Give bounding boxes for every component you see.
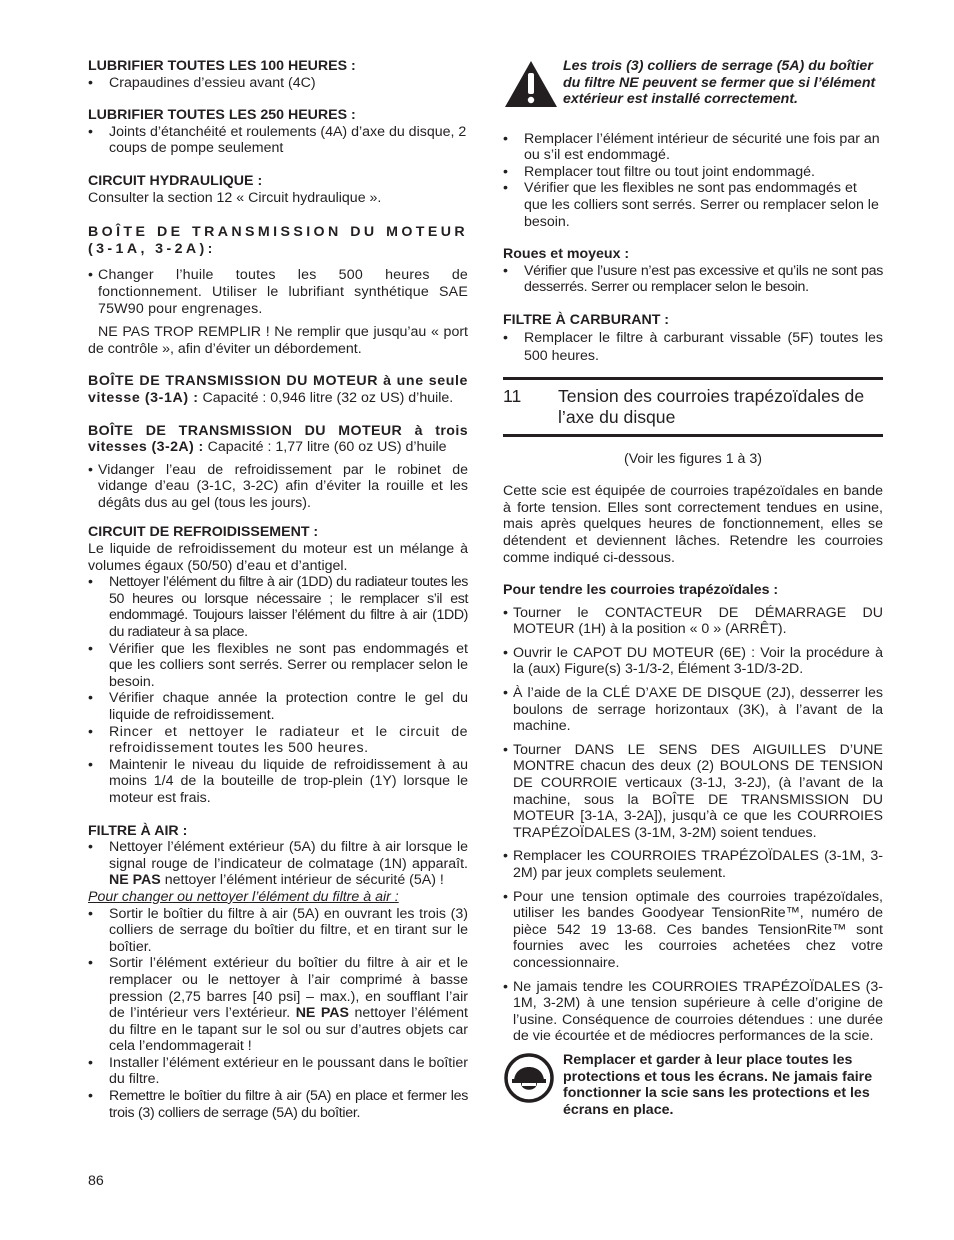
gearbox-three-capacity: Capacité : 1,77 litre (60 oz US) d’huile <box>203 439 447 456</box>
list-item: • Sortir le boîtier du filtre à air (5A) en ouvrant les trois (3) colliers de serrage du boîtier du filtre, et en tirant sur le boîtier. <box>88 906 468 956</box>
list-item: • Tourner DANS LE SENS DES AIGUILLES D’UNE MONTRE chacun des deux (2) BOULONS DE TENSION DE COURROIE verticaux (3-1J, 3-2J), (à l’avant de la machine, sous la BOÎTE DE TRANSMISSION DU MOTEUR [3-1A, 3-2A]), jusqu’à ce que les COURROIES TRAPÉZOÏDALES (3-1M, 3-2M) soient tendues. <box>503 742 883 842</box>
section-intro: Cette scie est équipée de courroies trapézoïdales en bande à forte tension. Elles sont correctement tendues en usine, mais après quelques heures de fonctionnement, elles se détendent et deviennent lâches. Retendre les courroies comme indiqué ci-dessous. <box>503 483 883 566</box>
list-item: • Vérifier que les flexibles ne sont pas endommagés et que les colliers sont serrés. Serrer ou remplacer selon le besoin. <box>503 180 883 230</box>
cooling-heading: CIRCUIT DE REFROIDISSEMENT : <box>88 524 319 541</box>
lub250-heading: LUBRIFIER TOUTES LES 250 HEURES : <box>88 107 356 124</box>
airfilter-item3-text: Sortir l’élément extérieur du boîtier du filtre à air et le remplacer ou le nettoyer à l’air comprimé à basse pression (2,75 barres [40 psi] – max.), en soufflant l’air de l’intérieur vers l’extérieur. <box>109 955 468 1022</box>
list-item: • Nettoyer l’élément du filtre à air (1DD) du radiateur toutes les 50 heures ou lorsque nécessaire ; le remplacer s’il est endommagé. Toujours laisser l’élément du filtre à air (1DD) du radiateur à sa place. <box>88 574 468 640</box>
guard-warning <box>503 1052 883 1118</box>
list-item: • À l’aide de la CLÉ D’AXE DE DISQUE (2J), desserrer les boulons de serrage horizontaux (3K), à l’avant de la machine. <box>503 685 883 735</box>
list-item: • Rincer et nettoyer le radiateur et le circuit de refroidissement toutes les 500 heures. <box>88 724 468 757</box>
gearbox-single <box>88 373 468 406</box>
lub100-heading: LUBRIFIER TOUTES LES 100 HEURES : <box>88 58 356 74</box>
lub250-list <box>88 124 468 157</box>
list-item: • Pour une tension optimale des courroies trapézoïdales, utiliser les bandes Goodyear TensionRite™, numéro de pièce 542 19 13-68. Ces bandes TensionRite™ sont fournies avec les courroies achetées chez votre concessionnaire. <box>503 889 883 972</box>
list-item: • Vérifier que les flexibles ne sont pas endommagés et que les colliers sont serrés. Serrer ou remplacer selon le besoin. <box>88 641 468 691</box>
list-item: • Maintenir le niveau du liquide de refroidissement à au moins 1/4 de la bouteille de trop-plein (1Y) lorsque le moteur est frais. <box>88 757 468 807</box>
list-item: • Tourner le CONTACTEUR DE DÉMARRAGE DU MOTEUR (1H) à la position « 0 » (ARRÊT). <box>503 605 883 638</box>
filter-warning <box>503 58 883 115</box>
filter-list <box>503 131 883 231</box>
page-number: 86 <box>88 1173 104 1189</box>
airfilter-item3-rest: nettoyer l’élément du filtre en le tapant sur le sol ou sur d’autres objets car cela l’endommagerait ! <box>109 1005 468 1055</box>
list-item: • Remplacer le filtre à carburant vissable (5F) toutes les 500 heures. <box>503 329 883 365</box>
hydraulic-text: Consulter la section 12 « Circuit hydraulique ». <box>88 189 382 206</box>
hydraulic-heading: CIRCUIT HYDRAULIQUE : <box>88 172 263 189</box>
airfilter-heading: FILTRE À AIR : <box>88 822 188 839</box>
figures-reference: (Voir les figures 1 à 3) <box>624 450 762 467</box>
cooling-list <box>88 574 468 806</box>
right-column <box>503 58 883 1118</box>
drain-list <box>88 462 468 512</box>
lub100-list <box>88 75 468 92</box>
list-item: • Installer l’élément extérieur en le poussant dans le boîtier du filtre. <box>88 1055 468 1088</box>
list-item: • Vérifier chaque année la protection contre le gel du liquide de refroidissement. <box>88 690 468 723</box>
airfilter-subtitle: Pour changer ou nettoyer l’élément du filtre à air : <box>88 888 399 905</box>
airfilter-item1-emphasis: NE PAS <box>109 872 161 889</box>
list-item <box>88 955 468 1055</box>
section-title: Tension des courroies trapézoïdales de l’axe du disque <box>558 385 865 427</box>
airfilter-item1-rest: nettoyer l’élément intérieur de sécurité (5A) ! <box>160 872 444 889</box>
cooling-intro: Le liquide de refroidissement du moteur est un mélange à volumes égaux (50/50) d’eau et d’antigel. <box>88 541 468 574</box>
list-item: • Vérifier que l’usure n’est pas excessive et qu’ils ne sont pas desserrés. Serrer ou remplacer selon le besoin. <box>503 263 883 296</box>
gearbox-three-label: BOÎTE DE TRANSMISSION DU MOTEUR à trois vitesses (3-2A) : <box>88 422 468 456</box>
wheels-list <box>503 263 883 296</box>
gearbox-list <box>88 267 468 317</box>
gearbox-heading: BOÎTE DE TRANSMISSION DU MOTEUR (3-1A, 3-2A): <box>88 224 468 257</box>
gearbox-single-label: BOÎTE DE TRANSMISSION DU MOTEUR à une seule vitesse (3-1A) : <box>88 373 468 406</box>
fuel-list <box>503 329 883 365</box>
section-number: 11 <box>503 385 522 406</box>
list-item: • Changer l’huile toutes les 500 heures de fonctionnement. Utiliser le lubrifiant synthétique SAE 75W90 pour engrenages. <box>88 267 468 317</box>
list-item: • Remplacer l’élément intérieur de sécurité une fois par an ou s’il est endommagé. <box>503 131 883 164</box>
left-column <box>88 58 468 1121</box>
warning-triangle-icon <box>503 58 563 115</box>
list-item: • Remplacer les COURROIES TRAPÉZOÏDALES (3-1M, 3-2M) par jeux complets seulement. <box>503 848 883 881</box>
tension-steps <box>503 605 883 1045</box>
airfilter-list-1 <box>88 839 468 889</box>
airfilter-item1-text: Nettoyer l’élément extérieur (5A) du filtre à air lorsque le signal rouge de l’indicateur de colmatage (1N) apparaît. <box>109 839 468 872</box>
list-item: • Ne jamais tendre les COURROIES TRAPÉZOÏDALES (3-1M, 3-2M) à une tension supérieure à celle d’origine de l’usine. Conséquence de courroies détendues : une durée de vie écourtée et de médiocres performances de la scie. <box>503 979 883 1045</box>
gearbox-note: NE PAS TROP REMPLIR ! Ne remplir que jusqu’au « port de contrôle », afin d’éviter un débordement. <box>88 324 468 357</box>
airfilter-item3-emphasis: NE PAS <box>295 1005 349 1022</box>
tension-heading: Pour tendre les courroies trapézoïdales : <box>503 582 779 599</box>
list-item: • Remplacer tout filtre ou tout joint endommagé. <box>503 164 883 181</box>
list-item <box>88 839 468 889</box>
gearbox-single-capacity: Capacité : 0,946 litre (32 oz US) d’huile. <box>198 389 454 406</box>
section-heading <box>503 380 883 434</box>
guard-warning-text: Remplacer et garder à leur place toutes les protections et tous les écrans. Ne jamais faire fonctionner la scie sans les protections et les écrans en place. <box>563 1051 873 1118</box>
list-item: • Crapaudines d’essieu avant (4C) <box>88 75 468 92</box>
list-item: • Joints d’étanchéité et roulements (4A) d’axe du disque, 2 coups de pompe seulement <box>88 124 468 157</box>
gearbox-three <box>88 423 468 456</box>
warning-text: Les trois (3) colliers de serrage (5A) du boîtier du filtre NE peuvent se fermer que si l’élément extérieur est installé correctement. <box>563 58 876 108</box>
airfilter-list-2 <box>88 906 468 1122</box>
safety-guard-icon <box>503 1052 561 1109</box>
list-item: • Ouvrir le CAPOT DU MOTEUR (6E) : Voir la procédure à la (aux) Figure(s) 3-1/3-2, Élément 3-1D/3-2D. <box>503 645 883 678</box>
fuel-heading: FILTRE À CARBURANT : <box>503 311 670 328</box>
list-item: • Vidanger l’eau de refroidissement par le robinet de vidange d’eau (3-1C, 3-2C) afin d’éviter la rouille et les dégâts dus au gel (tous les jours). <box>88 462 468 512</box>
wheels-heading: Roues et moyeux : <box>503 246 630 263</box>
list-item: • Remettre le boîtier du filtre à air (5A) en place et fermer les trois (3) colliers de serrage (5A) du boîtier. <box>88 1088 468 1121</box>
